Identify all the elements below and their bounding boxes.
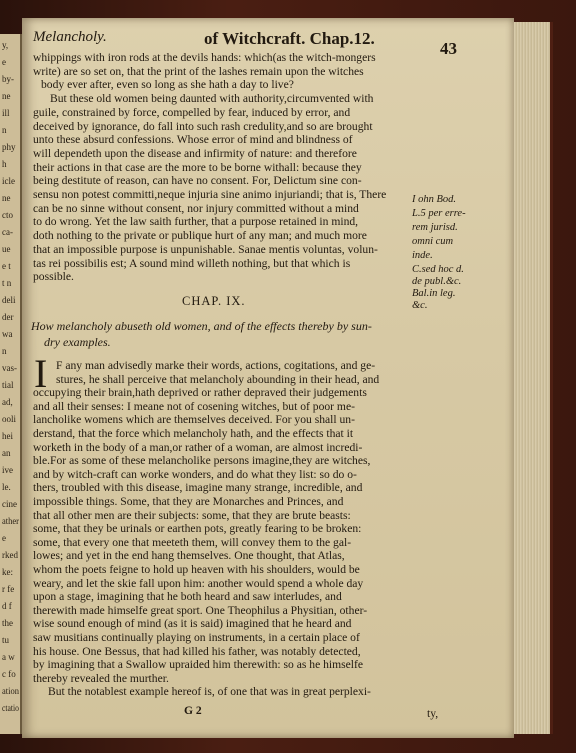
- text-line: stures, he shall perceive that melancholy abounding in their head, and: [56, 372, 380, 386]
- facing-page-fragment: tial: [2, 380, 14, 390]
- text-line: whom the poets feigne to hold up heaven with his shoulders, would be: [33, 563, 360, 576]
- chapter-heading: CHAP. IX.: [182, 294, 246, 308]
- facing-page-fragment: d f: [2, 601, 12, 611]
- facing-page-edge: [0, 34, 22, 734]
- text-line: by imagining that a Swallow upraided him therewith: so as he himselfe: [33, 658, 364, 672]
- text-line: thers, troubled with this disease, imagine many strange, incredible, and: [33, 481, 363, 495]
- facing-page-fragment: ctatio: [2, 703, 19, 713]
- text-line: body ever after, even so long as she hath a day to live?: [41, 78, 294, 92]
- facing-page-fragment: h: [2, 159, 7, 169]
- text-line: upon a stage, imagining that he both heard and saw interludes, and: [33, 590, 342, 604]
- text-line: some, that they be urinals or earthen pots, greatly fearing to be broken:: [33, 522, 362, 536]
- margin-note: rem jurisd.: [412, 222, 458, 233]
- facing-page-fragment: icle: [2, 176, 15, 186]
- text-line: write) are so set on, that the print of the lashes remain upon the witches: [33, 64, 364, 78]
- text-line: some, that every one that meeteth them, will convey them to the gal-: [33, 535, 352, 549]
- facing-page-fragment: cto: [2, 210, 13, 220]
- text-line: tas rei possibilis est; A sound mind willeth nothing, but that which is: [33, 256, 351, 270]
- facing-page-fragment: ke:: [2, 567, 13, 577]
- facing-page-fragment: tu: [2, 635, 10, 645]
- facing-page-fragment: rked: [2, 550, 18, 560]
- facing-page-fragment: ill: [2, 108, 10, 118]
- facing-page-fragment: y,: [2, 40, 9, 50]
- facing-page-fragment: ooli: [2, 414, 17, 424]
- margin-note: de publ.&c.: [412, 276, 462, 287]
- running-head-left: Melancholy.: [33, 29, 107, 45]
- text-line: lancholike womens which are themselves deceived. For you shall un-: [33, 413, 355, 427]
- chapter-title-line-2: dry examples.: [44, 335, 111, 349]
- facing-page-fragment: n: [2, 125, 7, 135]
- facing-page-fragment: ation: [2, 686, 19, 696]
- text-line: sensu non potest committi,neque injuria sine animo injuriandi; that is, There: [33, 188, 387, 201]
- text-line: worketh in the body of a man,or rather of a woman, are almost incredi-: [33, 440, 363, 454]
- margin-note: omni cum: [412, 236, 454, 247]
- text-line: therewith made himselfe great sport. One Theophilus a Physitian, other-: [33, 603, 368, 617]
- facing-page-fragment: e: [2, 57, 6, 67]
- text-line: will dependeth upon the disease and infirmity of nature: and therefore: [33, 146, 357, 160]
- text-line: deceived by ignorance, do fall into such rash credulity,and so are brought: [33, 119, 373, 133]
- facing-page-fragment: ad,: [2, 397, 13, 407]
- signature-mark: G 2: [184, 704, 202, 717]
- margin-note: I ohn Bod.: [412, 194, 457, 205]
- facing-page-fragment: der: [2, 312, 14, 322]
- facing-page-fragment: ne: [2, 193, 11, 203]
- text-line: lowes; and yet in the end hang themselves. One thought, that Atlas,: [33, 549, 345, 563]
- page-number: 43: [440, 39, 457, 58]
- facing-page-fragment: t n: [2, 278, 12, 288]
- text-line: that an impossible purpose is unpunishable. Sanae mentis voluntas, volun-: [33, 242, 378, 256]
- text-line: derstand, that the force which melancholy hath, and the effects that it: [33, 427, 354, 440]
- facing-page-fragment: cine: [2, 499, 17, 509]
- facing-page-fragment: ather: [2, 516, 19, 526]
- catchword: ty,: [427, 707, 439, 720]
- text-line: his house. One Bessus, that had killed his father, was notably detected,: [33, 644, 361, 658]
- facing-page-fragment: ue: [2, 244, 11, 254]
- page-fore-edge: [514, 22, 553, 734]
- text-line: wise sound enough of mind (as it is said) imagined that he heard and: [33, 617, 352, 631]
- text-line: being destitute of reason, can have no consent. For, Delictum sine con-: [33, 174, 362, 188]
- facing-page-fragment: deli: [2, 295, 16, 305]
- facing-page-fragment: wa: [2, 329, 13, 339]
- text-line: can be no sinne without consent, nor injury committed without a mind: [33, 201, 359, 215]
- running-head-center: of Witchcraft. Chap.12.: [204, 29, 375, 48]
- text-line: occupying their brain,hath deprived or rather depraved their judgements: [33, 386, 367, 400]
- margin-note: L.5 per erre-: [412, 208, 466, 219]
- text-line: F any man advisedly marke their words, actions, cogitations, and ge-: [56, 359, 376, 372]
- text-line: their actions in that case are the more to be borne withall: because they: [33, 160, 362, 174]
- facing-page-fragment: e t: [2, 261, 11, 271]
- text-line: whippings with iron rods at the devils hands: which(as the witch-mongers: [33, 51, 376, 64]
- facing-page-fragment: ne: [2, 91, 11, 101]
- text-line: doth nothing to the private or publique hurt of any man; and much more: [33, 229, 367, 243]
- text-line: possible.: [33, 270, 74, 284]
- facing-page-fragment: vas-: [2, 363, 17, 373]
- facing-page-fragment: hei: [2, 431, 13, 441]
- text-line: But the notablest example hereof is, of one that was in great perplexi-: [48, 685, 371, 699]
- facing-page-fragment: ca-: [2, 227, 13, 237]
- text-line: that all other men are their subjects: some, that they are brute beasts:: [33, 508, 351, 522]
- margin-note: C.sed hoc d.: [412, 264, 464, 275]
- facing-page-fragment: ive: [2, 465, 13, 475]
- drop-cap-initial: I: [34, 351, 48, 396]
- text-line: guile, constrained by force, compelled by fear, induced by error, and: [33, 105, 351, 119]
- text-line: to do wrong. Yet the law saith further, that a purpose retained in mind,: [33, 215, 359, 229]
- text-line: and by witch-craft can worke wonders, and do what they list: so do o-: [33, 467, 357, 481]
- facing-page-fragment: e: [2, 533, 6, 543]
- text-line: saw musitians continually playing on instruments, in a certain place of: [33, 631, 360, 644]
- facing-page-fragment: c fo: [2, 669, 16, 679]
- chapter-title-line-1: How melancholy abuseth old women, and of the effects thereby by sun-: [31, 319, 372, 333]
- text-line: impossible things. Some, that they are Monarches and Princes, and: [33, 495, 344, 508]
- margin-note: &c.: [412, 300, 428, 311]
- facing-page-fragment: n: [2, 346, 7, 356]
- text-line: ble.For as some of these melancholike persons imagine,they are witches,: [33, 454, 371, 468]
- text-line: thereby revealed the murther.: [33, 671, 169, 685]
- facing-page-fragment: by-: [2, 74, 14, 84]
- facing-page-fragment: r fe: [2, 584, 15, 594]
- margin-note: Bal.in leg.: [412, 288, 456, 299]
- text-line: and all their senses: I meane not of cosening witches, but of poor me-: [33, 399, 355, 413]
- facing-page-fragment: le.: [2, 482, 11, 492]
- facing-page-fragment: phy: [2, 142, 16, 152]
- book-page: [22, 18, 514, 738]
- text-line: weary, and let the skie fall upon him: another would spend a whole day: [33, 576, 364, 590]
- facing-page-fragment: an: [2, 448, 11, 458]
- facing-page-fragment: a w: [2, 652, 15, 662]
- facing-page-fragment: the: [2, 618, 13, 628]
- text-line: unto these absurd confessions. Whose error of mind and blindness of: [33, 133, 353, 147]
- text-line: But these old women being daunted with authority,circumvented with: [50, 92, 374, 106]
- margin-note: inde.: [412, 250, 433, 261]
